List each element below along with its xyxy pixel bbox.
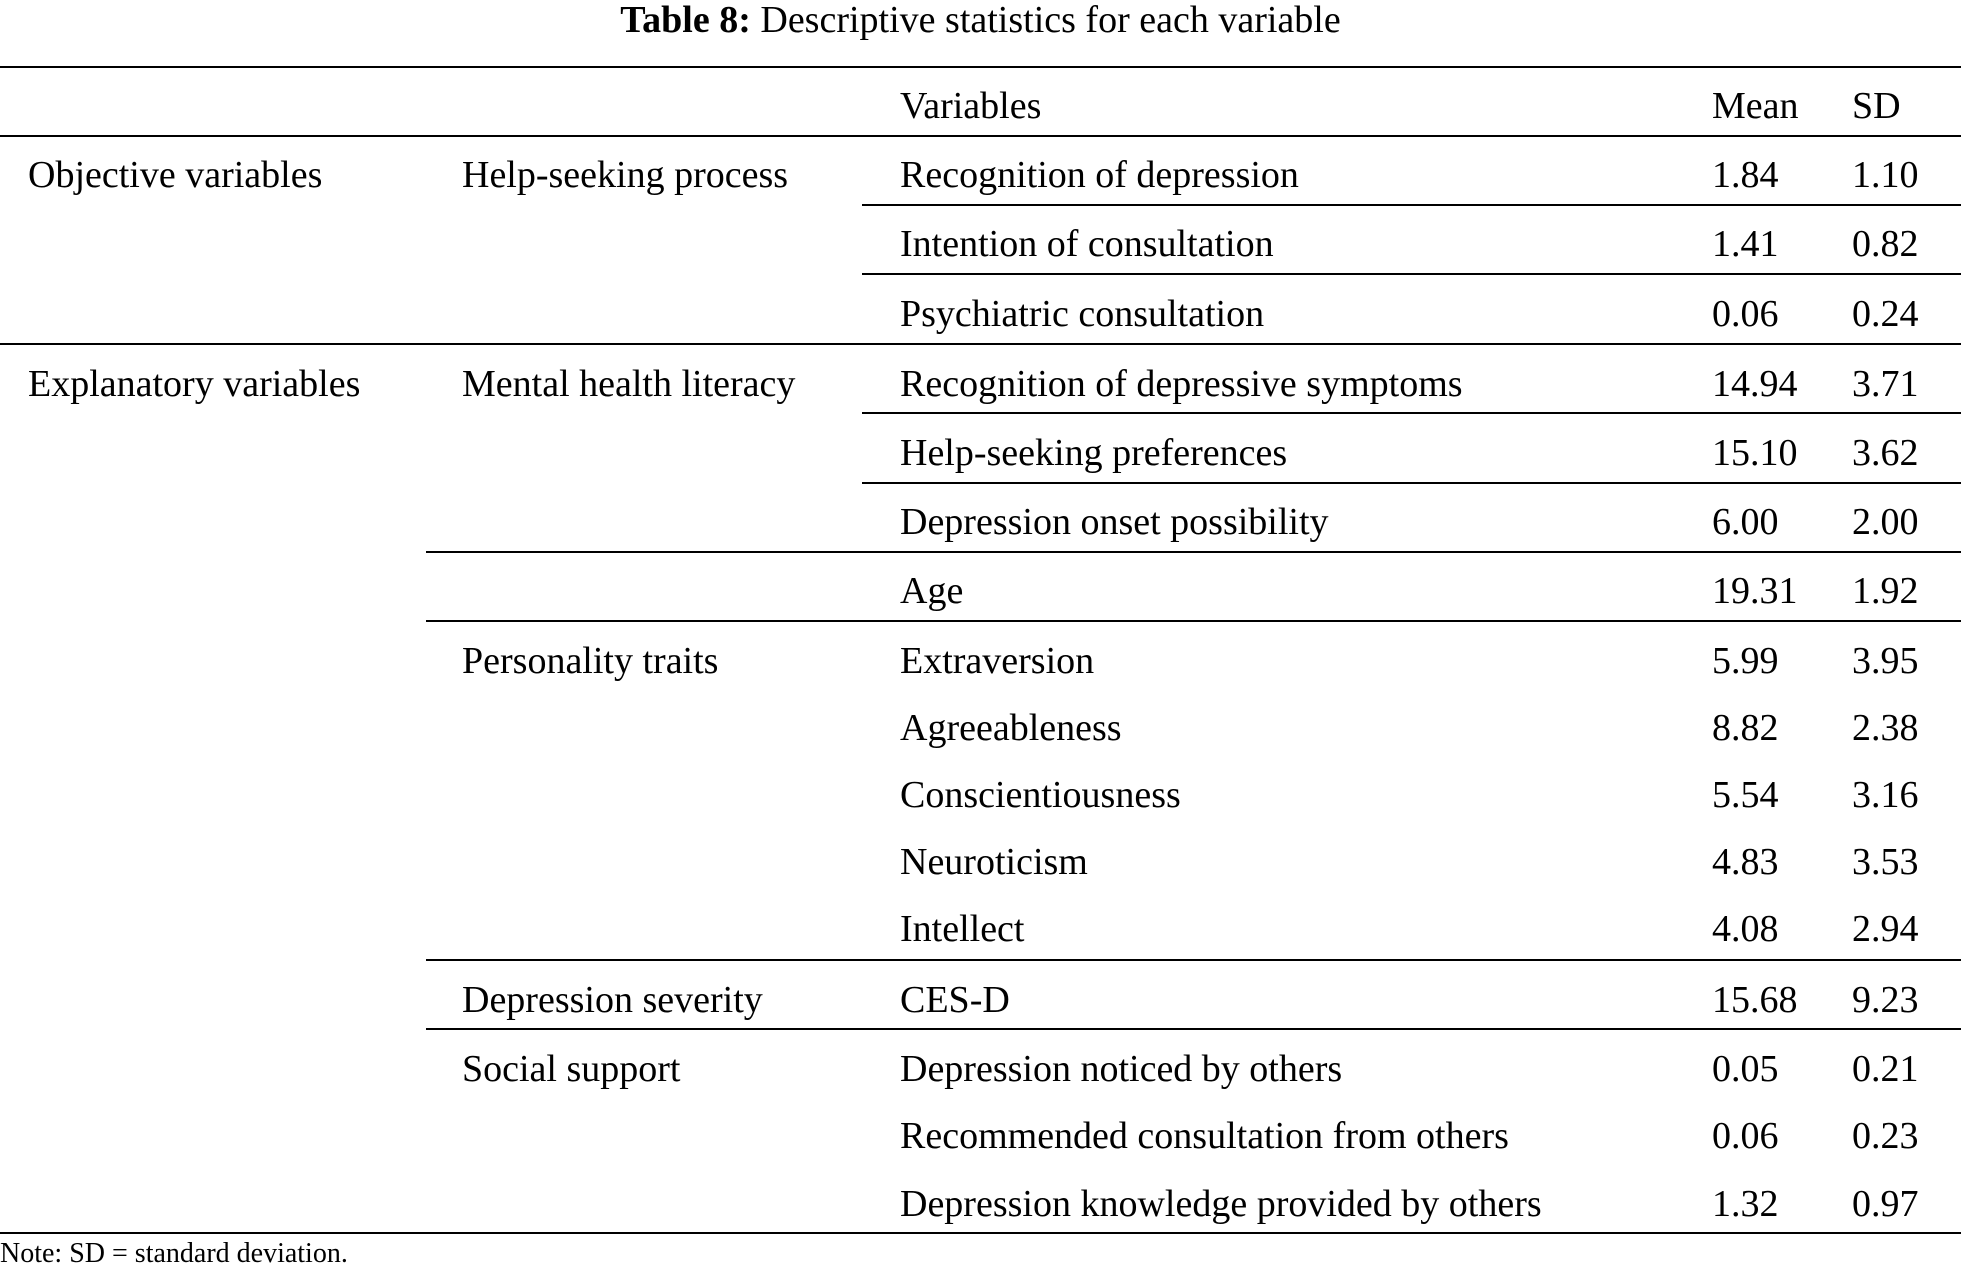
sd-cell: 1.10 xyxy=(1852,154,1919,196)
sd-cell: 0.82 xyxy=(1852,223,1919,265)
header-rule xyxy=(0,135,1961,137)
sd-cell: 9.23 xyxy=(1852,979,1919,1021)
mean-cell: 14.94 xyxy=(1712,363,1798,405)
subgroup-personality-traits: Personality traits xyxy=(462,640,719,682)
subgroup-social-support: Social support xyxy=(462,1048,681,1090)
top-rule xyxy=(0,66,1961,68)
table-caption xyxy=(0,0,1961,40)
sd-cell: 0.24 xyxy=(1852,293,1919,335)
sd-cell: 0.97 xyxy=(1852,1183,1919,1225)
mean-cell: 15.68 xyxy=(1712,979,1798,1021)
variable-cell: Neuroticism xyxy=(900,841,1088,883)
row-rule xyxy=(862,273,1961,275)
subgroup-rule xyxy=(426,551,1961,553)
mean-cell: 5.99 xyxy=(1712,640,1779,682)
variable-cell: Age xyxy=(900,570,964,612)
mean-cell: 0.06 xyxy=(1712,293,1779,335)
mean-cell: 6.00 xyxy=(1712,501,1779,543)
subgroup-rule xyxy=(426,620,1961,622)
variable-cell: Depression knowledge provided by others xyxy=(900,1183,1542,1225)
sd-cell: 0.23 xyxy=(1852,1115,1919,1157)
mean-cell: 5.54 xyxy=(1712,774,1779,816)
sd-cell: 2.00 xyxy=(1852,501,1919,543)
sd-cell: 1.92 xyxy=(1852,570,1919,612)
variable-cell: Help-seeking preferences xyxy=(900,432,1288,474)
sd-cell: 2.38 xyxy=(1852,707,1919,749)
sd-cell: 3.95 xyxy=(1852,640,1919,682)
variable-cell: Intellect xyxy=(900,908,1025,950)
sd-cell: 3.16 xyxy=(1852,774,1919,816)
sd-cell: 3.71 xyxy=(1852,363,1919,405)
mean-cell: 1.32 xyxy=(1712,1183,1779,1225)
group-objective-variables: Objective variables xyxy=(28,154,323,196)
variable-cell: Recommended consultation from others xyxy=(900,1115,1509,1157)
variable-cell: Intention of consultation xyxy=(900,223,1274,265)
row-rule xyxy=(862,204,1961,206)
mean-cell: 0.05 xyxy=(1712,1048,1779,1090)
table-note: Note: SD = standard deviation. xyxy=(0,1238,348,1269)
mean-cell: 19.31 xyxy=(1712,570,1798,612)
subgroup-rule xyxy=(426,959,1961,961)
variable-cell: Recognition of depressive symptoms xyxy=(900,363,1463,405)
header-mean: Mean xyxy=(1712,85,1799,127)
sd-cell: 2.94 xyxy=(1852,908,1919,950)
mean-cell: 4.83 xyxy=(1712,841,1779,883)
group-explanatory-variables: Explanatory variables xyxy=(28,363,361,405)
row-rule xyxy=(862,412,1961,414)
table-caption-title: Descriptive statistics for each variable xyxy=(760,0,1341,41)
header-variables: Variables xyxy=(900,85,1042,127)
section-rule xyxy=(0,343,1961,345)
variable-cell: Agreeableness xyxy=(900,707,1122,749)
variable-cell: CES-D xyxy=(900,979,1010,1021)
mean-cell: 1.41 xyxy=(1712,223,1779,265)
mean-cell: 4.08 xyxy=(1712,908,1779,950)
sd-cell: 0.21 xyxy=(1852,1048,1919,1090)
table-caption-label: Table 8: xyxy=(620,0,751,41)
variable-cell: Psychiatric consultation xyxy=(900,293,1265,335)
mean-cell: 1.84 xyxy=(1712,154,1779,196)
bottom-rule xyxy=(0,1232,1961,1234)
variable-cell: Conscientiousness xyxy=(900,774,1181,816)
variable-cell: Recognition of depression xyxy=(900,154,1299,196)
subgroup-help-seeking-process: Help-seeking process xyxy=(462,154,789,196)
subgroup-depression-severity: Depression severity xyxy=(462,979,763,1021)
row-rule xyxy=(862,482,1961,484)
sd-cell: 3.62 xyxy=(1852,432,1919,474)
header-sd: SD xyxy=(1852,85,1901,127)
mean-cell: 8.82 xyxy=(1712,707,1779,749)
mean-cell: 15.10 xyxy=(1712,432,1798,474)
subgroup-rule xyxy=(426,1028,1961,1030)
subgroup-mental-health-literacy: Mental health literacy xyxy=(462,363,796,405)
mean-cell: 0.06 xyxy=(1712,1115,1779,1157)
variable-cell: Depression noticed by others xyxy=(900,1048,1343,1090)
sd-cell: 3.53 xyxy=(1852,841,1919,883)
variable-cell: Depression onset possibility xyxy=(900,501,1329,543)
variable-cell: Extraversion xyxy=(900,640,1095,682)
